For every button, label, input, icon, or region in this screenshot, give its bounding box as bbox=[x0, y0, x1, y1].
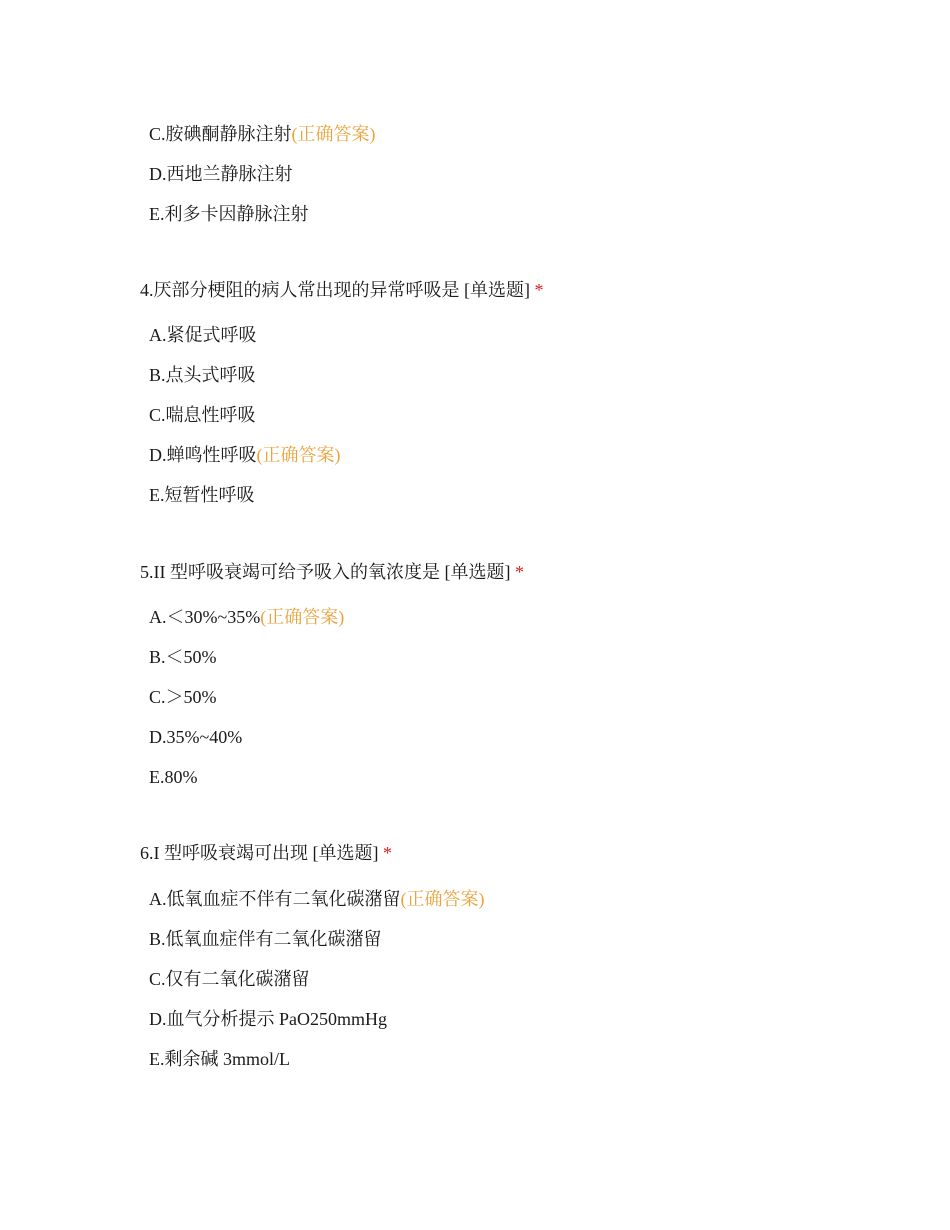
option-text: C.＞50% bbox=[149, 687, 217, 707]
option-text: E.利多卡因静脉注射 bbox=[149, 204, 309, 224]
option-d bbox=[149, 443, 849, 467]
option-text: D.35%~40% bbox=[149, 727, 243, 747]
question-title bbox=[140, 560, 840, 584]
required-mark: * bbox=[382, 843, 392, 863]
required-mark: * bbox=[514, 562, 524, 582]
option-text: B.点头式呼吸 bbox=[149, 365, 256, 385]
option-b bbox=[149, 363, 849, 387]
option-text: B.＜50% bbox=[149, 647, 217, 667]
option-c bbox=[149, 967, 849, 991]
option-c bbox=[149, 403, 849, 427]
question-5 bbox=[140, 560, 840, 805]
correct-answer-tag: (正确答案) bbox=[260, 607, 345, 627]
option-e bbox=[149, 202, 849, 226]
option-e bbox=[149, 765, 849, 789]
option-text: E.短暂性呼吸 bbox=[149, 485, 255, 505]
question-4 bbox=[140, 278, 840, 523]
continued-question-3 bbox=[140, 122, 840, 242]
option-b bbox=[149, 927, 849, 951]
option-c bbox=[149, 685, 849, 709]
option-text: D.血气分析提示 PaO250mmHg bbox=[149, 1009, 387, 1029]
option-c bbox=[149, 122, 849, 146]
option-a bbox=[149, 887, 849, 911]
option-text: D.西地兰静脉注射 bbox=[149, 164, 293, 184]
option-text: D.蝉鸣性呼吸 bbox=[149, 445, 257, 465]
question-text: 4.厌部分梗阻的病人常出现的异常呼吸是 [单选题] bbox=[140, 280, 530, 300]
question-text: 5.II 型呼吸衰竭可给予吸入的氧浓度是 [单选题] bbox=[140, 562, 511, 582]
option-d bbox=[149, 162, 849, 186]
option-text: A.紧促式呼吸 bbox=[149, 325, 257, 345]
option-text: E.80% bbox=[149, 767, 198, 787]
question-text: 6.I 型呼吸衰竭可出现 [单选题] bbox=[140, 843, 379, 863]
option-text: C.喘息性呼吸 bbox=[149, 405, 256, 425]
correct-answer-tag: (正确答案) bbox=[256, 445, 341, 465]
option-list bbox=[140, 323, 840, 507]
option-d bbox=[149, 725, 849, 749]
option-list bbox=[140, 122, 840, 226]
correct-answer-tag: (正确答案) bbox=[400, 889, 485, 909]
required-mark: * bbox=[534, 280, 544, 300]
option-a bbox=[149, 323, 849, 347]
option-e bbox=[149, 1047, 849, 1071]
option-list bbox=[140, 605, 840, 789]
option-e bbox=[149, 483, 849, 507]
option-text: B.低氧血症伴有二氧化碳潴留 bbox=[149, 929, 382, 949]
option-b bbox=[149, 645, 849, 669]
question-6 bbox=[140, 841, 840, 1087]
option-text: A.＜30%~35% bbox=[149, 607, 261, 627]
option-text: A.低氧血症不伴有二氧化碳潴留 bbox=[149, 889, 401, 909]
option-text: C.胺碘酮静脉注射 bbox=[149, 124, 292, 144]
option-text: C.仅有二氧化碳潴留 bbox=[149, 969, 310, 989]
question-title bbox=[140, 841, 840, 865]
option-a bbox=[149, 605, 849, 629]
question-title bbox=[140, 278, 840, 302]
option-text: E.剩余碱 3mmol/L bbox=[149, 1049, 290, 1069]
correct-answer-tag: (正确答案) bbox=[291, 124, 376, 144]
option-list bbox=[140, 887, 840, 1071]
option-d bbox=[149, 1007, 849, 1031]
